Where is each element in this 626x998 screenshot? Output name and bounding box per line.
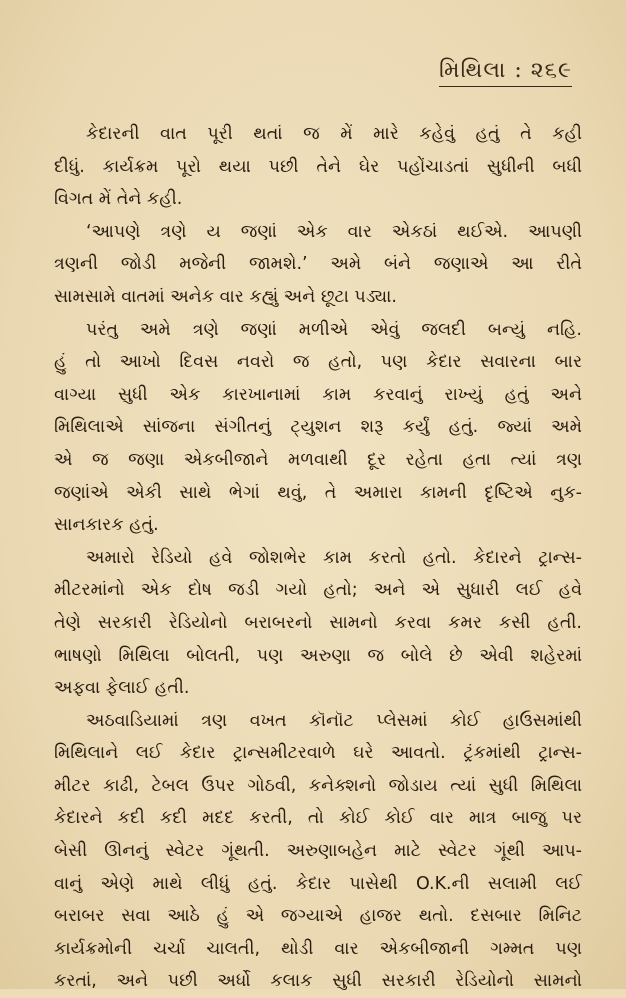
paragraph bbox=[54, 542, 582, 705]
text-line: જણાંએ એકી સાથે ભેગાં થવું, તે અમારા કામની દૃષ્ટિએ નુક- bbox=[54, 482, 582, 503]
text-line: ત્રણની જોડી મજેની જામશે.’ અમે બંને જણાએ આ રીતે bbox=[54, 254, 582, 275]
text-line: કેદારને કદી કદી મદદ કરતી, તો કોઈ કોઈ વાર માત્ર બાજુ પર bbox=[54, 808, 582, 829]
page-title: મિથિલા : ૨૬૯ bbox=[438, 58, 572, 83]
text-line: ભાષણો મિથિલા બોલતી, પણ અરુણા જ બોલે છે એવી શહેરમાં bbox=[54, 645, 582, 666]
text-line: બરાબર સવા આઠે હું એ જગ્યાએ હાજર થતો. દસબાર મિનિટ bbox=[54, 906, 582, 927]
text-line: વાનું એણે માથે લીધું હતું. કેદાર પાસેથી O.K.ની સલામી લઈ bbox=[54, 873, 582, 894]
text-line: અઠવાડિયામાં ત્રણ વખત કૉનૉટ પ્લેસમાં કોઈ હાઉસમાંથી bbox=[86, 710, 582, 731]
text-line: અફવા ફેલાઈ હતી. bbox=[54, 678, 190, 699]
text-line: દીધું. કાર્યક્રમ પૂરો થયા પછી તેને ઘેર પહોંચાડતાં સુધીની બધી bbox=[54, 156, 582, 177]
paragraph bbox=[54, 705, 582, 998]
text-line: મિથિલાને લઈ કેદાર ટ્રાન્સમીટરવાળે ઘરે આવતો. ટ્રંકમાંથી ટ્રાન્સ- bbox=[54, 743, 582, 764]
text-line: મીટર કાઢી, ટેબલ ઉપર ગોઠવી, કનેક્શનો જોડાય ત્યાં સુધી મિથિલા bbox=[54, 775, 582, 796]
text-line: વિગત મેં તેને કહી. bbox=[54, 189, 183, 210]
header-underline bbox=[439, 86, 572, 87]
body-text bbox=[54, 118, 582, 998]
text-line: વાગ્યા સુધી એક કારખાનામાં કામ કરવાનું રાખ્યું હતું અને bbox=[54, 384, 582, 405]
text-line: ‘આપણે ત્રણે ય જણાં એક વાર એકઠાં થઈએ. આપણી bbox=[86, 221, 582, 242]
text-line: મીટરમાંનો એક દોષ જડી ગયો હતો; અને એ સુધારી લઈ હવે bbox=[54, 580, 582, 601]
text-line: સાનકારક હતું. bbox=[54, 515, 159, 536]
paragraph bbox=[54, 118, 582, 216]
text-line: મિથિલાએ સાંજના સંગીતનું ટ્યુશન શરૂ કર્યું હતું. જ્યાં અમે bbox=[54, 417, 582, 438]
text-line: હું તો આખો દિવસ નવરો જ હતો, પણ કેદાર સવારના બાર bbox=[54, 352, 582, 373]
text-line: એ જ જણા એકબીજાને મળવાથી દૂર રહેતા હતા ત્યાં ત્રણ bbox=[54, 449, 582, 470]
text-line: સામસામે વાતમાં અનેક વાર કહ્યું અને છૂટા પડ્યા. bbox=[54, 286, 397, 307]
paragraph bbox=[54, 314, 582, 542]
text-line: તેણે સરકારી રેડિયોનો બરાબરનો સામનો કરવા કમર કસી હતી. bbox=[54, 612, 582, 633]
running-head bbox=[439, 58, 572, 87]
text-line: પરંતુ અમે ત્રણે જણાં મળીએ એવું જલદી બન્યું નહિ. bbox=[86, 319, 582, 340]
text-line: અમારો રેડિયો હવે જોશભેર કામ કરતો હતો. કેદારને ટ્રાન્સ- bbox=[86, 547, 582, 568]
paragraph bbox=[54, 216, 582, 314]
text-line: કેદારની વાત પૂરી થતાં જ મેં મારે કહેવું હતું તે કહી bbox=[86, 124, 582, 144]
text-line: બેસી ઊનનું સ્વેટર ગૂંથતી. અરુણાબહેન માટે સ્વેટર ગૂંથી આપ- bbox=[54, 841, 582, 862]
text-line: કરતાં, અને પછી અર્ધો કલાક સુધી સરકારી રેડિયોનો સામનો bbox=[54, 971, 582, 992]
text-line: કાર્યક્રમોની ચર્ચા ચાલતી, થોડી વાર એકબીજાની ગમ્મત પણ bbox=[54, 938, 582, 959]
